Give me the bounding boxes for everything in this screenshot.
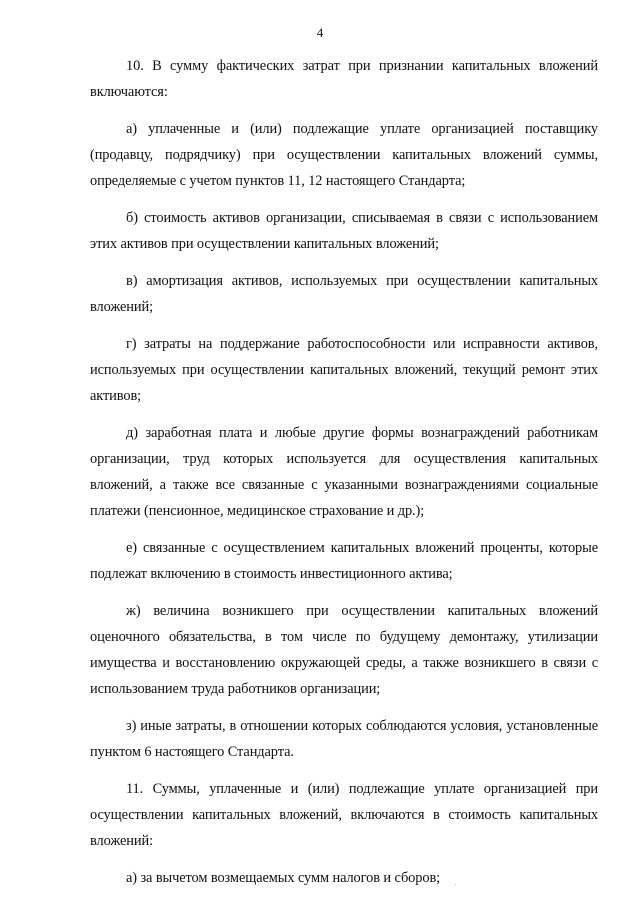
list-item-zh: ж) величина возникшего при осуществлении капитальных вложений оценочного обязательства, в том числе по будущему демонтажу, утилизации имущества и восстановлению окружающей среды, а также возникшего в связи с использованием труда работников организации; [90, 603, 598, 697]
list-item-a: а) уплаченные и (или) подлежащие уплате организацией поставщику (продавцу, подрядчику) при осуществлении капитальных вложений суммы, определяемые с учетом пунктов 11, 12 настоящего Стандарта; [90, 121, 598, 189]
list-item-g: г) затраты на поддержание работоспособности или исправности активов, используемых при осуществлении капитальных вложений, текущий ремонт этих активов; [90, 336, 598, 404]
list-item-v: в) амортизация активов, используемых при осуществлении капитальных вложений; [90, 273, 598, 315]
paragraph-10-intro: 10. В сумму фактических затрат при признании капитальных вложений включаются: [90, 58, 598, 100]
document-body [90, 53, 598, 891]
page-number: 4 [316, 25, 324, 40]
paragraph-11-item-a: а) за вычетом возмещаемых сумм налогов и сборов; [126, 870, 441, 886]
list-item-d: д) заработная плата и любые другие формы вознаграждений работникам организации, труд которых используется для осуществления капитальных вложений, а также все связанные с указанными вознаграждениями социальные платежи (пенсионное, медицинское страхование и др.); [90, 425, 598, 519]
list-item-e: е) связанные с осуществлением капитальных вложений проценты, которые подлежат включению в стоимость инвестиционного актива; [90, 540, 598, 582]
list-item-z: з) иные затраты, в отношении которых соблюдаются условия, установленные пунктом 6 настоящего Стандарта. [90, 718, 598, 760]
paragraph-11-intro: 11. Суммы, уплаченные и (или) подлежащие уплате организацией при осуществлении капитальных вложений, включаются в стоимость капитальных вложений: [90, 781, 598, 849]
scan-speck [455, 884, 456, 885]
list-item-b: б) стоимость активов организации, списываемая в связи с использованием этих активов при осуществлении капитальных вложений; [90, 210, 598, 252]
